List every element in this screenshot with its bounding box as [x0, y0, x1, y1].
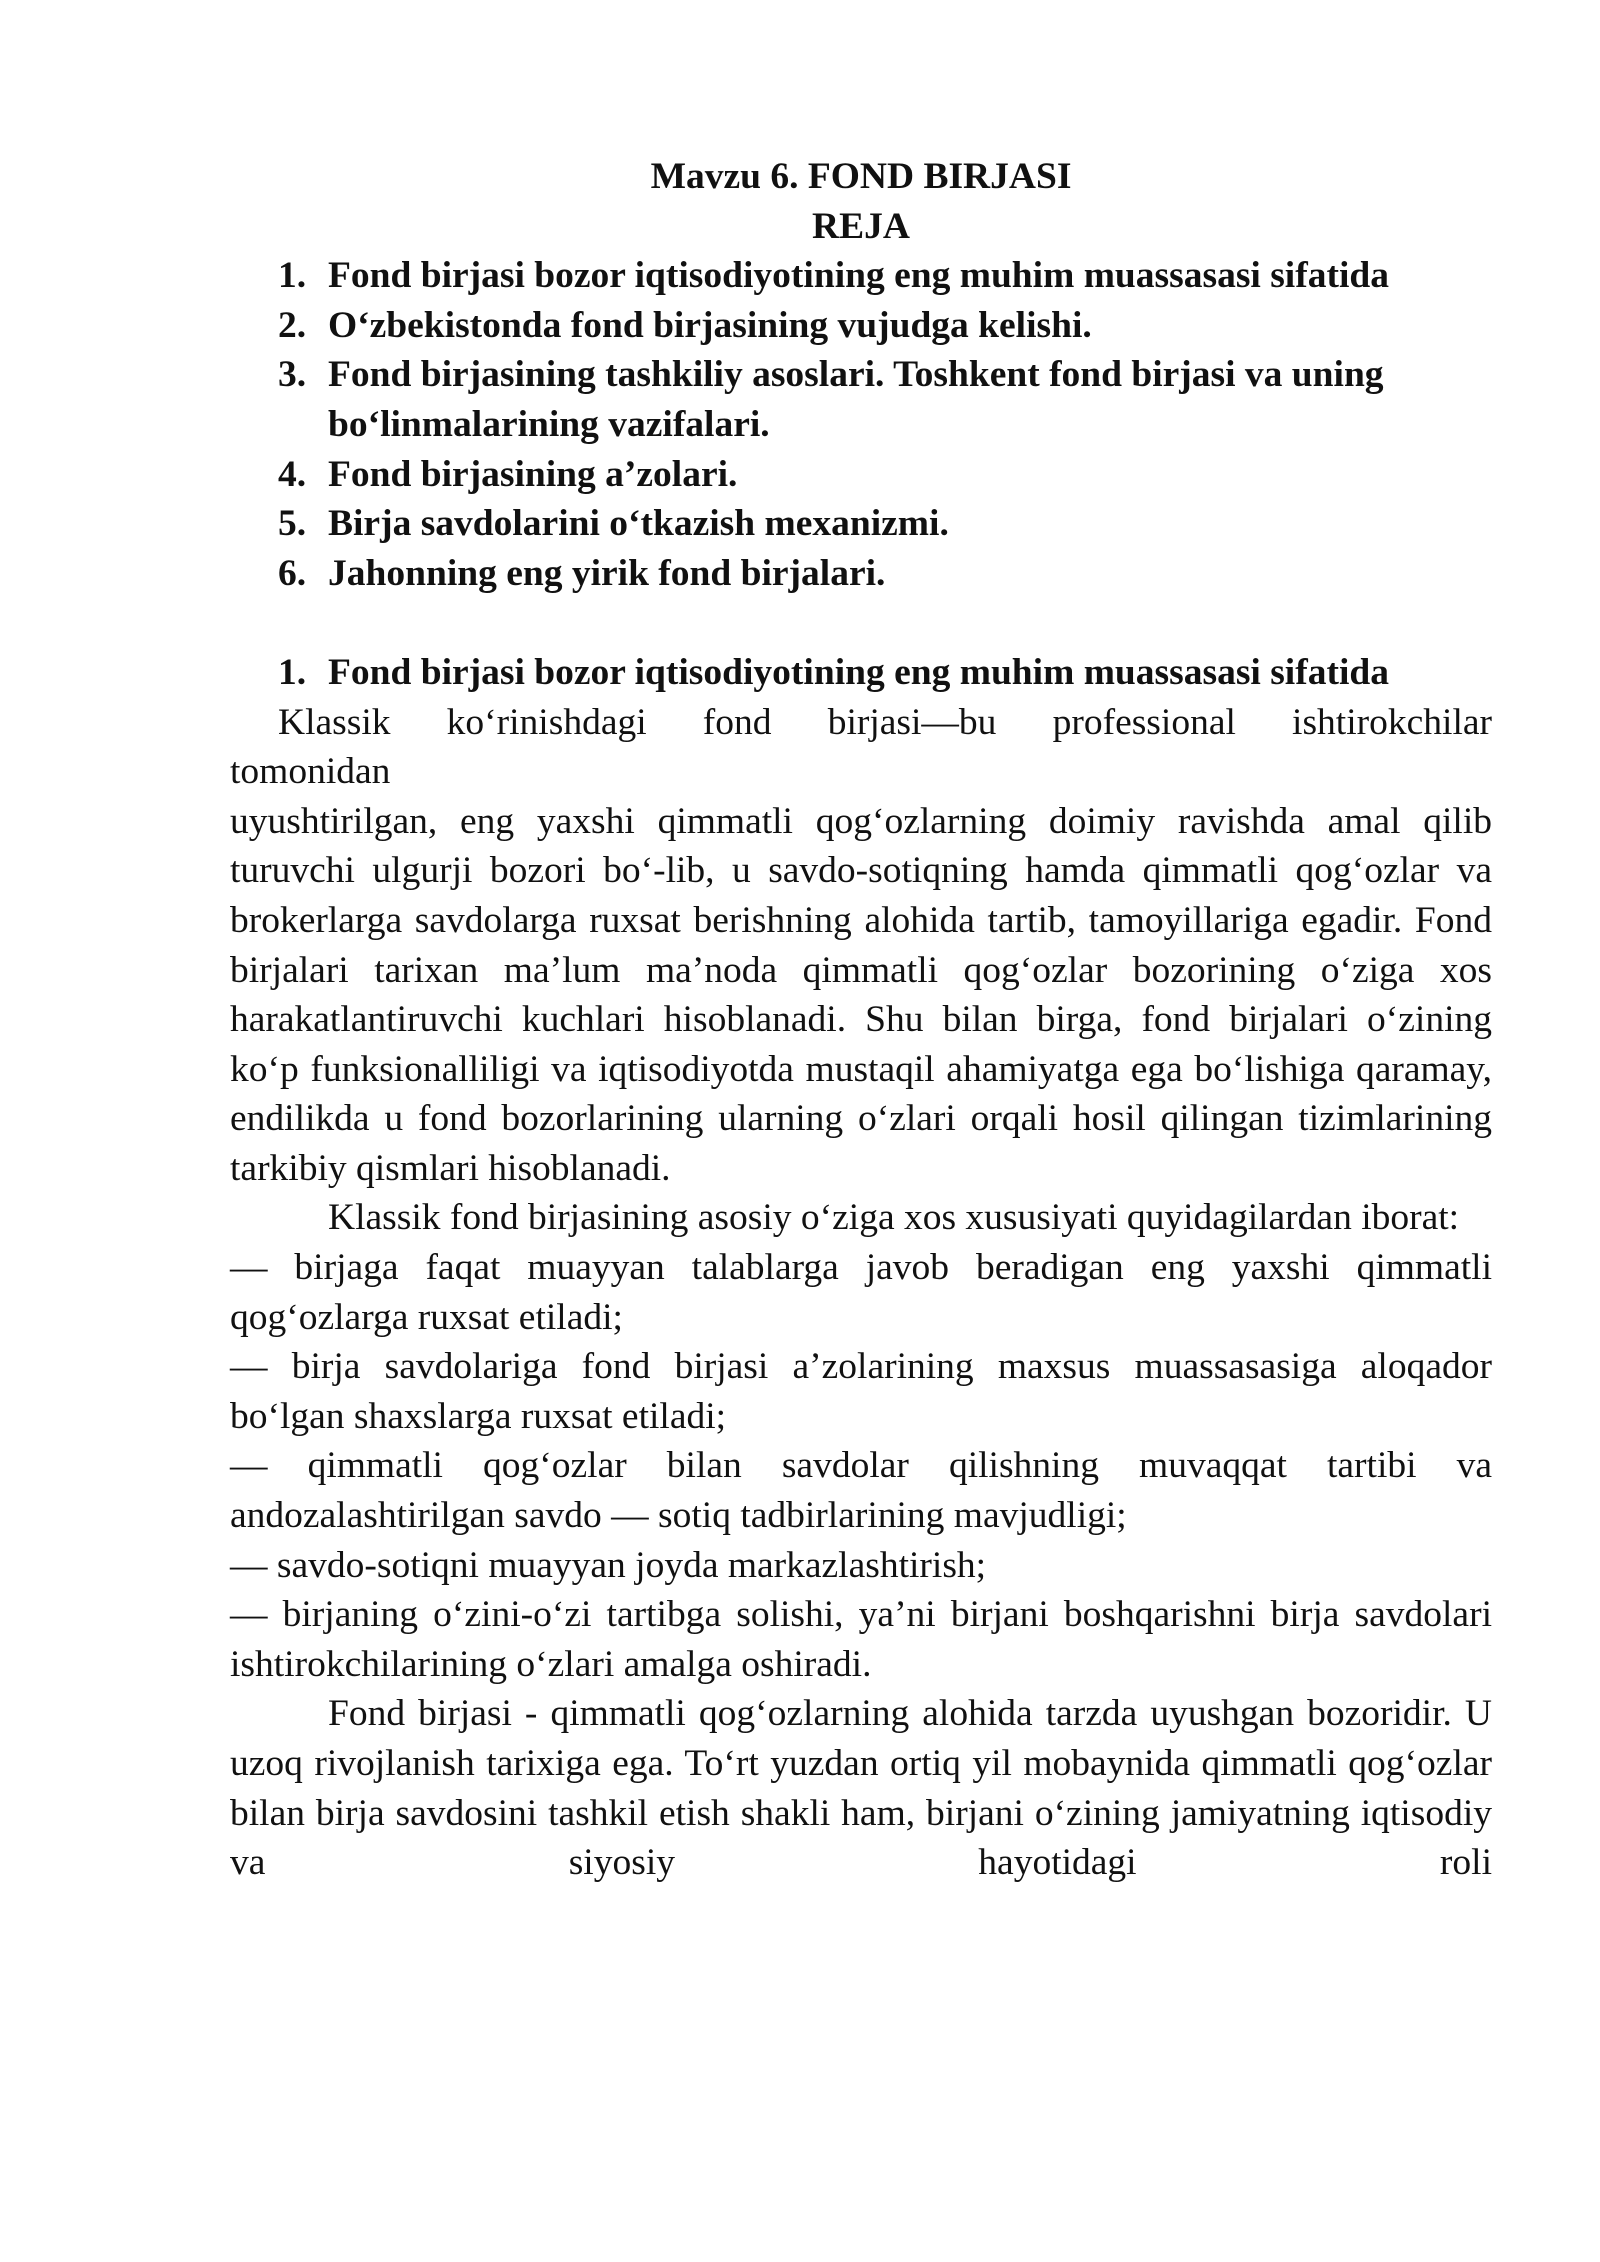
plan-item [230, 251, 1492, 301]
feature-item: — birjaning o‘zini-o‘zi tartibga solishi, ya’ni birjani boshqarishni birja savdolari ishtirokchilarining o‘zlari amalga oshiradi. [230, 1594, 1492, 1685]
plan-heading: REJA [812, 205, 910, 247]
plan-item [230, 549, 1492, 599]
plan-item-text: Jahonning eng yirik fond birjalari. [328, 552, 886, 594]
plan-item-number: 4. [278, 453, 307, 495]
feature-item: — birja savdolariga fond birjasi a’zolarining maxsus muassasasiga aloqador bo‘lgan shaxslarga ruxsat etiladi; [230, 1346, 1492, 1437]
feature-item: — birjaga faqat muayyan talablarga javob beradigan eng yaxshi qimmatli qog‘ozlarga ruxsat etiladi; [230, 1247, 1492, 1338]
plan-item-number: 5. [278, 503, 307, 545]
paragraph-2-intro: Klassik fond birjasining asosiy o‘ziga xos xususiyati quyidagilardan iborat: [328, 1197, 1460, 1239]
plan-item [230, 350, 1492, 449]
plan-item-text: O‘zbekistonda fond birjasining vujudga kelishi. [328, 304, 1092, 346]
features-list [230, 1243, 1492, 1689]
document-title: Mavzu 6. FOND BIRJASI [650, 156, 1072, 197]
paragraph-1-line-1: Klassik ko‘rinishdagi fond birjasi—bu professional ishtirokchilar [278, 701, 1492, 743]
paragraph-3: Fond birjasi - qimmatli qog‘ozlarning alohida tarzda uyushgan bozoridir. U uzoq rivojlanish tarixiga ega. To‘rt yuzdan ortiq yil mobaynida qimmatli qog‘ozlar bilan birja savdosini tashkil etish shakli ham, birjani o‘zining jamiyatning iqtisodiy va siyosiy hayotidagi roli [230, 1693, 1492, 1884]
plan-item [230, 499, 1492, 549]
feature-item: — qimmatli qog‘ozlar bilan savdolar qilishning muvaqqat tartibi va andozalashtirilgan savdo — sotiq tadbirlarining mavjudligi; [230, 1445, 1492, 1537]
plan-item-number: 1. [278, 255, 307, 297]
section-heading-number: 1. [278, 651, 307, 693]
paragraph-1 [230, 698, 1492, 1194]
plan-item-text: Fond birjasi bozor iqtisodiyotining eng muhim muassasasi sifatida [328, 255, 1389, 297]
plan-item-text: Birja savdolarini o‘tkazish mexanizmi. [328, 503, 949, 545]
feature-item: — savdo-sotiqni muayyan joyda markazlashtirish; [230, 1544, 987, 1586]
section-heading-text: Fond birjasi bozor iqtisodiyotining eng muhim muassasasi sifatida [328, 651, 1389, 693]
plan-item-number: 2. [278, 304, 307, 346]
plan-item-number: 3. [278, 354, 307, 396]
plan-item-text: Fond birjasining a’zolari. [328, 453, 738, 495]
plan-item [230, 301, 1492, 351]
plan-item-text: Fond birjasining tashkiliy asoslari. Toshkent fond birjasi va uning bo‘linmalarining vazifalari. [328, 354, 1384, 445]
section-heading-item [230, 648, 1492, 698]
plan-item [230, 450, 1492, 500]
paragraph-1-body: uyushtirilgan, eng yaxshi qimmatli qog‘ozlarning doimiy ravishda amal qilib turuvchi ulgurji bozori bo‘-lib, u savdo-sotiqning hamda qimmatli qog‘ozlar va brokerlarga savdolarga ruxsat berishning alohida tartib, tamoyillariga egadir. Fond birjalari tarixan ma’lum ma’noda qimmatli qog‘ozlar bozorining o‘ziga xos harakatlantiruvchi kuchlari hisoblanadi. Shu bilan birga, fond birjalari o‘zining ko‘p funksionalliligi va iqtisodiyotda mustaqil ahamiyatga ega bo‘lishiga qaramay, endilikda u fond bozorlarining ularning o‘zlari orqali hosil qilingan tizimlarining tarkibiy qismlari hisoblanadi. [230, 800, 1492, 1189]
section-heading [230, 648, 1492, 698]
spacer [230, 598, 1492, 648]
plan-item-number: 6. [278, 552, 307, 594]
paragraph-1-line-2: tomonidan [230, 751, 391, 793]
document-page [230, 152, 1492, 1888]
plan-list [230, 251, 1492, 598]
